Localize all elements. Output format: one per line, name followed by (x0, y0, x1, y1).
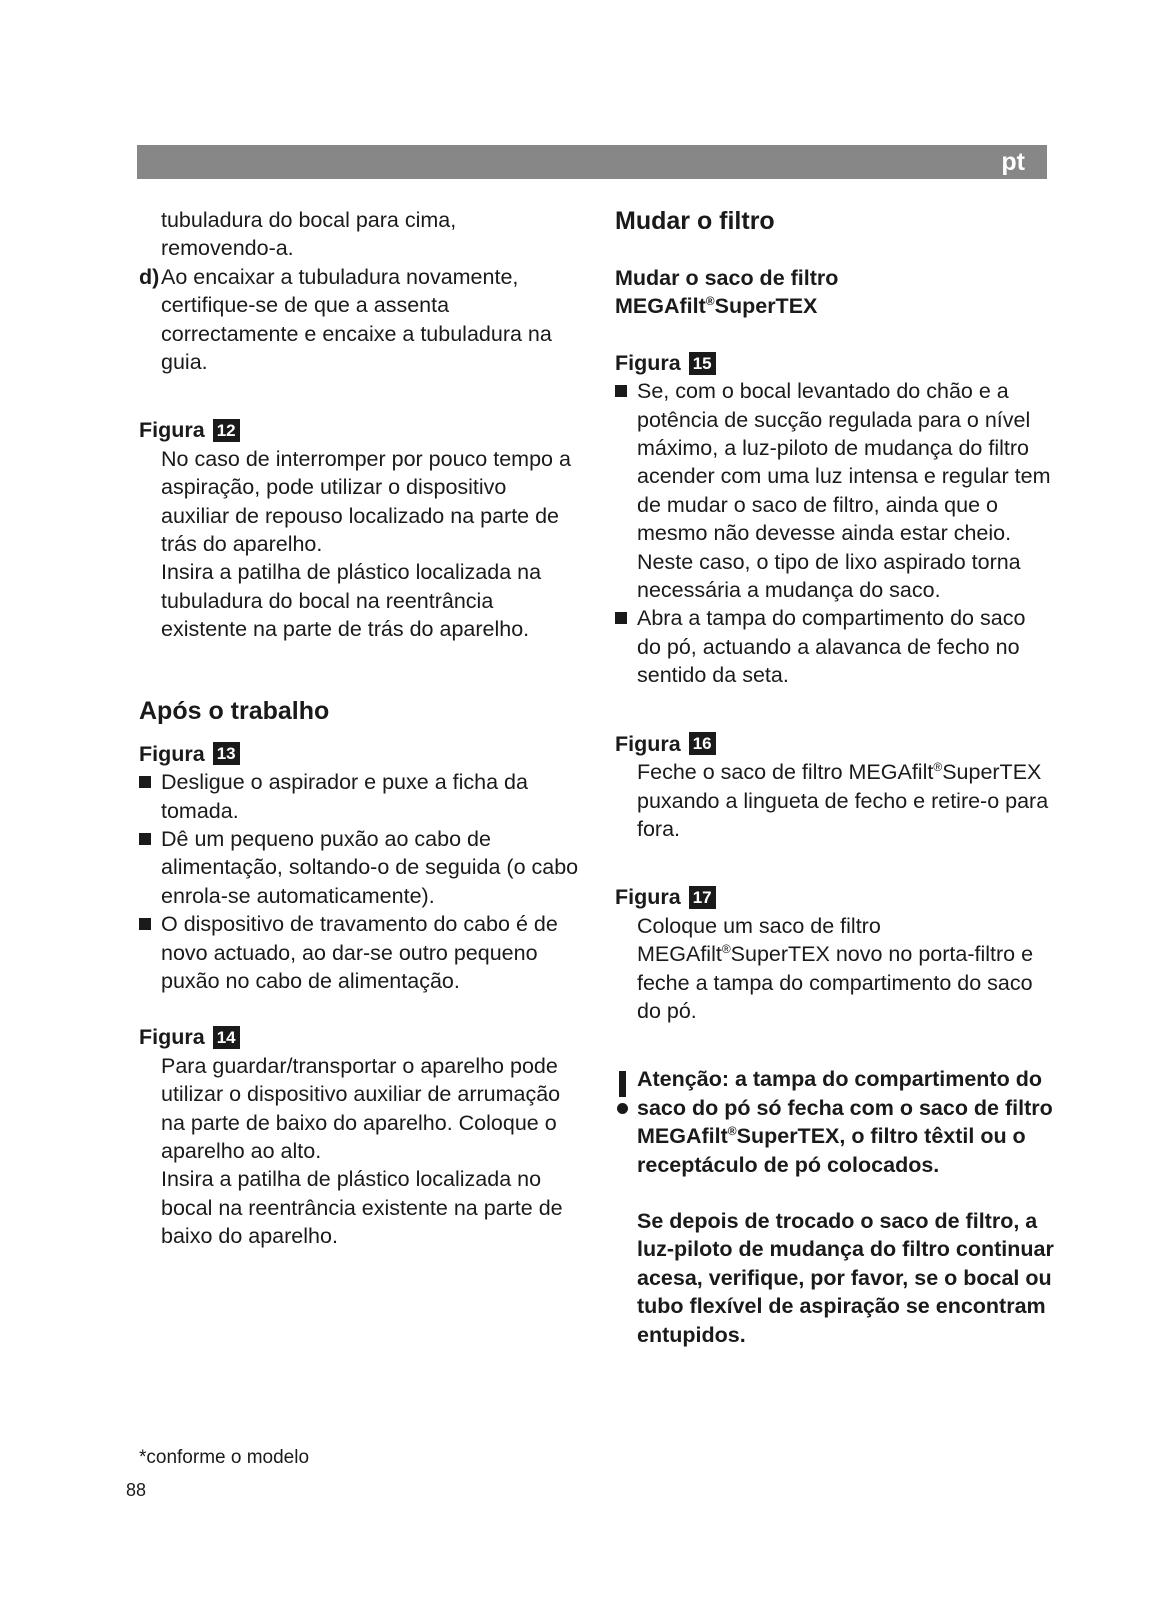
warning-text: Atenção: a tampa do compartimento do saco do pó só fecha com o saco de filtro MEGAfilt®SuperTEX, o filtro têxtil ou o receptáculo de pó colocados. (637, 1067, 1053, 1177)
continued-line: removendo-a. (161, 236, 294, 261)
list-item (139, 910, 579, 995)
page-number: 88 (126, 1480, 147, 1500)
list-item-text: Neste caso, o tipo de lixo aspirado torna necessária a mudança do saco. (637, 549, 1021, 603)
step-d-label: d) (139, 264, 160, 289)
right-column (615, 206, 1055, 1349)
figure-label: Figura (139, 741, 205, 766)
figure-label: Figura (615, 350, 681, 375)
figure-number-badge: 14 (213, 1026, 240, 1049)
section-title-mudar-filtro: Mudar o filtro (615, 207, 775, 235)
warning-text: Se depois de trocado o saco de filtro, a luz-piloto de mudança do filtro continuar acesa, verifique, por favor, se o bocal ou tubo flexível de aspiração se encontram entupidos. (637, 1208, 1054, 1347)
paragraph: Insira a patilha de plástico localizada na tubuladura do bocal na reentrância existente na parte de trás do aparelho. (161, 560, 542, 642)
bullet-square-icon (615, 385, 627, 397)
figure-15-heading (615, 349, 1055, 377)
bullet-square-icon (139, 833, 151, 845)
figure-12-heading (139, 416, 579, 444)
bullet-square-icon (139, 918, 151, 930)
figure-label: Figura (615, 885, 681, 910)
paragraph: Para guardar/transportar o aparelho pode utilizar o dispositivo auxiliar de arrumação na parte de baixo do aparelho. Coloque o aparelho ao alto. (161, 1053, 561, 1163)
paragraph: Insira a patilha de plástico localizada no bocal na reentrância existente na parte de baixo do aparelho. (161, 1167, 563, 1249)
exclamation-icon (617, 1071, 627, 1117)
list-item (139, 768, 579, 825)
subsection-title-line: MEGAfilt®SuperTEX (615, 294, 818, 319)
section-title-apos: Após o trabalho (139, 696, 330, 725)
language-code: pt (1001, 148, 1025, 176)
registered-mark: ® (705, 294, 715, 309)
bullet-square-icon (615, 612, 627, 624)
figure-number-badge: 17 (689, 886, 716, 909)
list-item (615, 604, 1055, 689)
warning-block (615, 1065, 1055, 1349)
figure-14-heading (139, 1023, 579, 1051)
figure-16-heading (615, 730, 1055, 758)
figure-17-heading (615, 883, 1055, 911)
left-column (139, 206, 579, 1251)
figure-label: Figura (139, 1025, 205, 1050)
registered-mark: ® (721, 941, 731, 956)
language-header-bar (137, 145, 1047, 179)
list-item-text: Abra a tampa do compartimento do saco do pó, actuando a alavanca de fecho no sentido da seta. (637, 606, 1026, 688)
list-item-text: O dispositivo de travamento do cabo é de novo actuado, ao dar-se outro pequeno puxão no cabo de alimentação. (161, 912, 558, 993)
figure-number-badge: 16 (689, 732, 716, 755)
registered-mark: ® (933, 759, 943, 774)
figure-label: Figura (615, 731, 681, 756)
figure-number-badge: 13 (213, 742, 240, 765)
list-item-text: Dê um pequeno puxão ao cabo de alimentação, soltando-o de seguida (o cabo enrola-se automaticamente). (161, 826, 579, 908)
list-item-text: Desligue o aspirador e puxe a ficha da tomada. (161, 770, 528, 823)
figure-number-badge: 15 (689, 352, 716, 375)
bullet-square-icon (139, 776, 151, 788)
list-item-text: Se, com o bocal levantado do chão e a potência de sucção regulada para o nível máximo, a luz-piloto de mudança do filtro acender com uma luz intensa e regular tem de mudar o saco de filtro, ainda que o mesmo não devesse ainda estar cheio. (637, 379, 1051, 546)
paragraph: Feche o saco de filtro MEGAfilt®SuperTEX puxando a lingueta de fecho e retire-o para fora. (637, 759, 1049, 841)
figure-13-heading (139, 740, 579, 768)
list-item (615, 377, 1055, 604)
subsection-title-line: Mudar o saco de filtro (615, 266, 839, 290)
list-item (139, 825, 579, 910)
paragraph: Coloque um saco de filtro MEGAfilt®SuperTEX novo no porta-filtro e feche a tampa do compartimento do saco do pó. (637, 913, 1034, 1023)
continued-line: tubuladura do bocal para cima, (161, 208, 457, 232)
figure-label: Figura (139, 418, 205, 443)
footnote: *conforme o modelo (139, 1447, 310, 1468)
paragraph: No caso de interromper por pouco tempo a aspiração, pode utilizar o dispositivo auxiliar de repouso localizado na parte de trás do aparelho. (161, 446, 571, 557)
registered-mark: ® (727, 1124, 737, 1138)
step-d (139, 263, 579, 377)
step-d-text: Ao encaixar a tubuladura novamente, certifique-se de que a assenta correctamente e encaixe a tubuladura na guia. (161, 264, 552, 375)
subsection-title (615, 264, 1055, 321)
figure-number-badge: 12 (213, 419, 240, 442)
